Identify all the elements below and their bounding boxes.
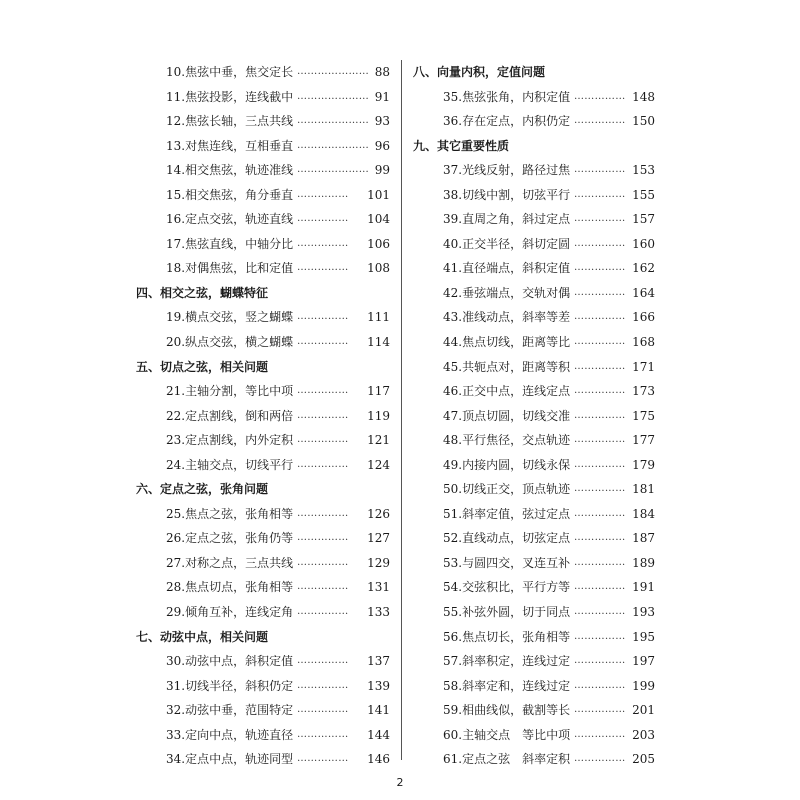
entry-number: 35. [443,89,463,104]
entry-page-number: 114 [367,335,390,350]
entry-title: 垂弦端点，交轨对偶 [462,285,571,300]
entry-page-number: 139 [367,678,390,693]
toc-entry [136,551,390,576]
dot-leader: …………… [297,728,349,740]
entry-number: 12. [166,114,186,129]
toc-entry [413,723,655,748]
entry-number: 25. [166,506,186,521]
entry-page-number: 141 [367,703,390,718]
dot-leader: …………… [574,606,626,618]
entry-number: 55. [443,605,463,620]
dot-leader: …………… [574,385,626,397]
entry-number: 34. [166,752,186,767]
entry-page-number: 117 [367,384,390,399]
dot-leader: …………… [297,606,349,618]
entry-number: 11. [166,89,186,104]
entry-number: 45. [443,359,463,374]
entry-page-number: 201 [632,703,655,718]
entry-page-number: 91 [374,89,390,104]
dot-leader: …………… [297,655,349,667]
dot-leader: …………… [574,409,626,421]
entry-page-number: 150 [632,114,655,129]
entry-page-number: 179 [632,457,655,472]
entry-page-number: 157 [632,212,655,227]
entry-page-number: 133 [367,605,390,620]
entry-title: 直径端点，斜积定值 [462,261,571,276]
toc-entry [413,355,655,380]
entry-number: 32. [166,703,186,718]
toc-entry [136,428,390,453]
entry-number: 38. [443,187,463,202]
entry-page-number: 146 [367,752,390,767]
entry-number: 29. [166,605,186,620]
entry-number: 23. [166,433,186,448]
entry-title: 横点交弦，竖之蝴蝶 [185,310,294,325]
entry-title: 相交焦弦，角分垂直 [185,187,294,202]
entry-title: 平行焦径，交点轨迹 [462,433,571,448]
entry-number: 41. [443,261,463,276]
section-heading: 九、其它重要性质 [413,138,510,153]
column-divider [401,60,402,760]
dot-leader: …………… [574,262,626,274]
entry-page-number: 93 [374,114,390,129]
entry-title: 准线动点，斜率等差 [462,310,571,325]
entry-number: 19. [166,310,186,325]
dot-leader: …………… [297,507,349,519]
toc-entry [136,723,390,748]
dot-leader: …………… [574,434,626,446]
entry-page-number: 173 [632,384,655,399]
entry-number: 26. [166,531,186,546]
toc-entry [413,85,655,110]
toc-entry [413,183,655,208]
entry-title: 纵点交弦，横之蝴蝶 [185,335,294,350]
entry-number: 51. [443,506,463,521]
section-heading: 七、动弦中点，相关问题 [136,629,269,644]
entry-title: 补弦外圆，切于同点 [462,605,571,620]
dot-leader: …………… [297,213,349,225]
toc-entry [413,502,655,527]
entry-title: 主轴交点 等比中项 [462,727,571,742]
entry-number: 21. [166,384,186,399]
entry-title: 光线反射，路径过焦 [462,163,571,178]
dot-leader: …………… [297,679,349,691]
section-heading: 六、定点之弦，张角问题 [136,482,269,497]
dot-leader: …………… [297,434,349,446]
dot-leader: …………… [574,311,626,323]
entry-number: 16. [166,212,186,227]
entry-number: 46. [443,384,463,399]
page-number: 2 [396,776,404,789]
entry-page-number: 131 [367,580,390,595]
entry-title: 内接内圆，切线永保 [462,457,571,472]
entry-number: 40. [443,236,463,251]
entry-title: 倾角互补，连线定角 [185,605,294,620]
toc-entry [136,134,390,159]
dot-leader: …………… [574,188,626,200]
entry-title: 切线正交，顶点轨迹 [462,482,571,497]
toc-entry [413,256,655,281]
toc-right-column [413,60,655,772]
entry-page-number: 106 [367,236,390,251]
entry-title: 对焦连线，互相垂直 [185,138,294,153]
toc-entry [413,232,655,257]
toc-entry [413,305,655,330]
toc-entry [413,747,655,772]
toc-entry [413,404,655,429]
dot-leader: …………… [574,213,626,225]
entry-title: 与圆四交，叉连互补 [462,555,571,570]
dot-leader: ………………… [297,115,370,127]
entry-page-number: 153 [632,163,655,178]
entry-title: 定点之弦，张角仍等 [185,531,294,546]
entry-page-number: 191 [632,580,655,595]
entry-page-number: 144 [367,727,390,742]
entry-page-number: 104 [367,212,390,227]
entry-page-number: 127 [367,531,390,546]
dot-leader: …………… [297,409,349,421]
dot-leader: …………… [574,336,626,348]
entry-page-number: 187 [632,531,655,546]
entry-page-number: 96 [374,138,390,153]
toc-entry [136,158,390,183]
entry-number: 43. [443,310,463,325]
entry-page-number: 155 [632,187,655,202]
entry-title: 动弦中点，斜积定值 [185,654,294,669]
entry-number: 10. [166,65,186,79]
entry-page-number: 199 [632,678,655,693]
entry-number: 58. [443,678,463,693]
entry-title: 主轴交点，切线平行 [185,457,294,472]
toc-entry [413,158,655,183]
section-heading: 五、切点之弦，相关问题 [136,359,269,374]
toc-left-column [136,60,390,772]
entry-page-number: 205 [632,752,655,767]
dot-leader: …………… [574,507,626,519]
entry-page-number: 129 [367,555,390,570]
dot-leader: …………… [574,532,626,544]
dot-leader: …………… [574,164,626,176]
dot-leader: …………… [574,360,626,372]
dot-leader: …………… [574,655,626,667]
entry-title: 斜率定和，连线过定 [462,678,571,693]
entry-title: 交弦积比，平行方等 [462,580,571,595]
dot-leader: …………… [574,483,626,495]
toc-entry [413,109,655,134]
entry-page-number: 193 [632,605,655,620]
entry-page-number: 162 [632,261,655,276]
entry-title: 焦点切线，距离等比 [462,335,571,350]
dot-leader: …………… [297,704,349,716]
toc-entry [413,625,655,650]
entry-title: 切线中割，切弦平行 [462,187,571,202]
toc-entry [413,477,655,502]
dot-leader: …………… [297,556,349,568]
entry-number: 61. [443,752,463,767]
toc-entry [136,600,390,625]
toc-entry [136,85,390,110]
toc-entry [136,379,390,404]
toc-entry [136,453,390,478]
entry-title: 定点中点，轨迹同型 [185,752,294,767]
entry-title: 顶点切圆，切线交准 [462,408,571,423]
dot-leader: …………… [574,630,626,642]
entry-page-number: 189 [632,555,655,570]
toc-entry [136,305,390,330]
dot-leader: …………… [574,753,626,765]
entry-page-number: 137 [367,654,390,669]
entry-page-number: 160 [632,236,655,251]
section-heading: 八、向量内积，定值问题 [413,65,546,79]
entry-number: 44. [443,335,463,350]
entry-page-number: 181 [632,482,655,497]
entry-title: 正交中点，连线定点 [462,384,571,399]
toc-entry [136,109,390,134]
entry-title: 斜率定值，弦过定点 [462,506,571,521]
toc-entry [413,207,655,232]
toc-entry [136,256,390,281]
toc-entry [413,330,655,355]
dot-leader: …………… [297,385,349,397]
dot-leader: …………… [574,581,626,593]
toc-entry [413,428,655,453]
dot-leader: …………… [297,188,349,200]
toc-entry [413,600,655,625]
entry-title: 焦弦张角，内积定值 [462,89,571,104]
entry-number: 28. [166,580,186,595]
toc-entry [136,60,390,85]
entry-number: 33. [166,727,186,742]
toc-entry [413,379,655,404]
toc-entry [136,526,390,551]
toc-entry [136,207,390,232]
entry-title: 斜率积定，连线过定 [462,654,571,669]
entry-title: 相交焦弦，轨迹准线 [185,163,294,178]
entry-page-number: 148 [632,89,655,104]
entry-number: 56. [443,629,463,644]
toc-entry [136,575,390,600]
toc-entry [413,649,655,674]
entry-title: 切线半径，斜积仍定 [185,678,294,693]
entry-number: 39. [443,212,463,227]
entry-page-number: 164 [632,285,655,300]
entry-number: 24. [166,457,186,472]
entry-title: 焦弦长轴，三点共线 [185,114,294,129]
entry-title: 焦点切点，张角相等 [185,580,294,595]
dot-leader: …………… [574,115,626,127]
entry-page-number: 88 [374,65,390,79]
entry-page-number: 124 [367,457,390,472]
entry-number: 20. [166,335,186,350]
entry-number: 22. [166,408,186,423]
entry-page-number: 184 [632,506,655,521]
entry-number: 48. [443,433,463,448]
entry-title: 定点交弦，轨迹直线 [185,212,294,227]
dot-leader: …………… [297,581,349,593]
entry-page-number: 119 [367,408,390,423]
entry-page-number: 177 [632,433,655,448]
dot-leader: …………… [574,679,626,691]
entry-page-number: 197 [632,654,655,669]
entry-number: 14. [166,163,186,178]
entry-title: 动弦中垂，范围特定 [185,703,294,718]
entry-title: 主轴分割，等比中项 [185,384,294,399]
toc-entry [136,649,390,674]
entry-number: 52. [443,531,463,546]
entry-number: 59. [443,703,463,718]
toc-entry [413,674,655,699]
entry-title: 定点割线，内外定积 [185,433,294,448]
entry-title: 焦弦投影，连线截中 [185,89,294,104]
entry-number: 30. [166,654,186,669]
entry-number: 60. [443,727,463,742]
dot-leader: …………… [574,90,626,102]
entry-number: 42. [443,285,463,300]
entry-number: 27. [166,555,186,570]
entry-page-number: 195 [632,629,655,644]
dot-leader: ………………… [297,90,370,102]
entry-number: 57. [443,654,463,669]
toc-entry [413,575,655,600]
entry-title: 定点之弦 斜率定积 [462,752,571,767]
entry-title: 直线动点，切弦定点 [462,531,571,546]
entry-page-number: 166 [632,310,655,325]
dot-leader: …………… [574,286,626,298]
entry-number: 13. [166,138,186,153]
entry-number: 37. [443,163,463,178]
entry-number: 36. [443,114,463,129]
toc-entry [413,453,655,478]
entry-number: 50. [443,482,463,497]
toc-entry [136,747,390,772]
entry-title: 对偶焦弦，比和定值 [185,261,294,276]
entry-title: 相曲线似，截割等长 [462,703,571,718]
toc-entry [413,526,655,551]
dot-leader: …………… [574,704,626,716]
entry-page-number: 111 [367,310,390,325]
entry-title: 焦弦直线，中轴分比 [185,236,294,251]
toc-entry [136,232,390,257]
dot-leader: …………… [297,336,349,348]
toc-entry [136,674,390,699]
entry-title: 焦点之弦，张角相等 [185,506,294,521]
entry-number: 49. [443,457,463,472]
toc-entry [136,183,390,208]
section-heading: 四、相交之弦，蝴蝶特征 [136,285,269,300]
dot-leader: …………… [297,311,349,323]
dot-leader: …………… [574,237,626,249]
entry-page-number: 126 [367,506,390,521]
dot-leader: …………… [574,556,626,568]
entry-number: 15. [166,187,186,202]
entry-number: 18. [166,261,186,276]
dot-leader: …………… [297,753,349,765]
toc-entry [413,698,655,723]
dot-leader: …………… [297,237,349,249]
dot-leader: ………………… [297,139,370,151]
dot-leader: …………… [297,262,349,274]
entry-title: 焦点切长，张角相等 [462,629,571,644]
dot-leader: …………… [297,458,349,470]
entry-page-number: 203 [632,727,655,742]
toc-entry [413,551,655,576]
toc-entry [413,281,655,306]
toc-entry [136,330,390,355]
entry-page-number: 175 [632,408,655,423]
entry-number: 17. [166,236,186,251]
entry-title: 焦弦中垂，焦交定长 [185,65,294,79]
dot-leader: …………… [297,532,349,544]
entry-title: 定点割线，倒和两倍 [185,408,294,423]
entry-number: 54. [443,580,463,595]
entry-number: 47. [443,408,463,423]
entry-title: 定向中点，轨迹直径 [185,727,294,742]
dot-leader: ………………… [297,164,370,176]
dot-leader: …………… [574,458,626,470]
entry-number: 31. [166,678,186,693]
entry-title: 对称之点，三点共线 [185,555,294,570]
toc-entry [136,698,390,723]
entry-page-number: 108 [367,261,390,276]
entry-page-number: 101 [367,187,390,202]
entry-title: 存在定点，内积仍定 [462,114,571,129]
toc-entry [136,502,390,527]
dot-leader: ………………… [297,66,370,77]
dot-leader: …………… [574,728,626,740]
entry-page-number: 171 [632,359,655,374]
toc-entry [136,404,390,429]
entry-page-number: 168 [632,335,655,350]
entry-title: 直周之角，斜过定点 [462,212,571,227]
entry-number: 53. [443,555,463,570]
entry-page-number: 121 [367,433,390,448]
entry-page-number: 99 [374,163,390,178]
entry-title: 共轭点对，距离等积 [462,359,571,374]
entry-title: 正交半径，斜切定圆 [462,236,571,251]
